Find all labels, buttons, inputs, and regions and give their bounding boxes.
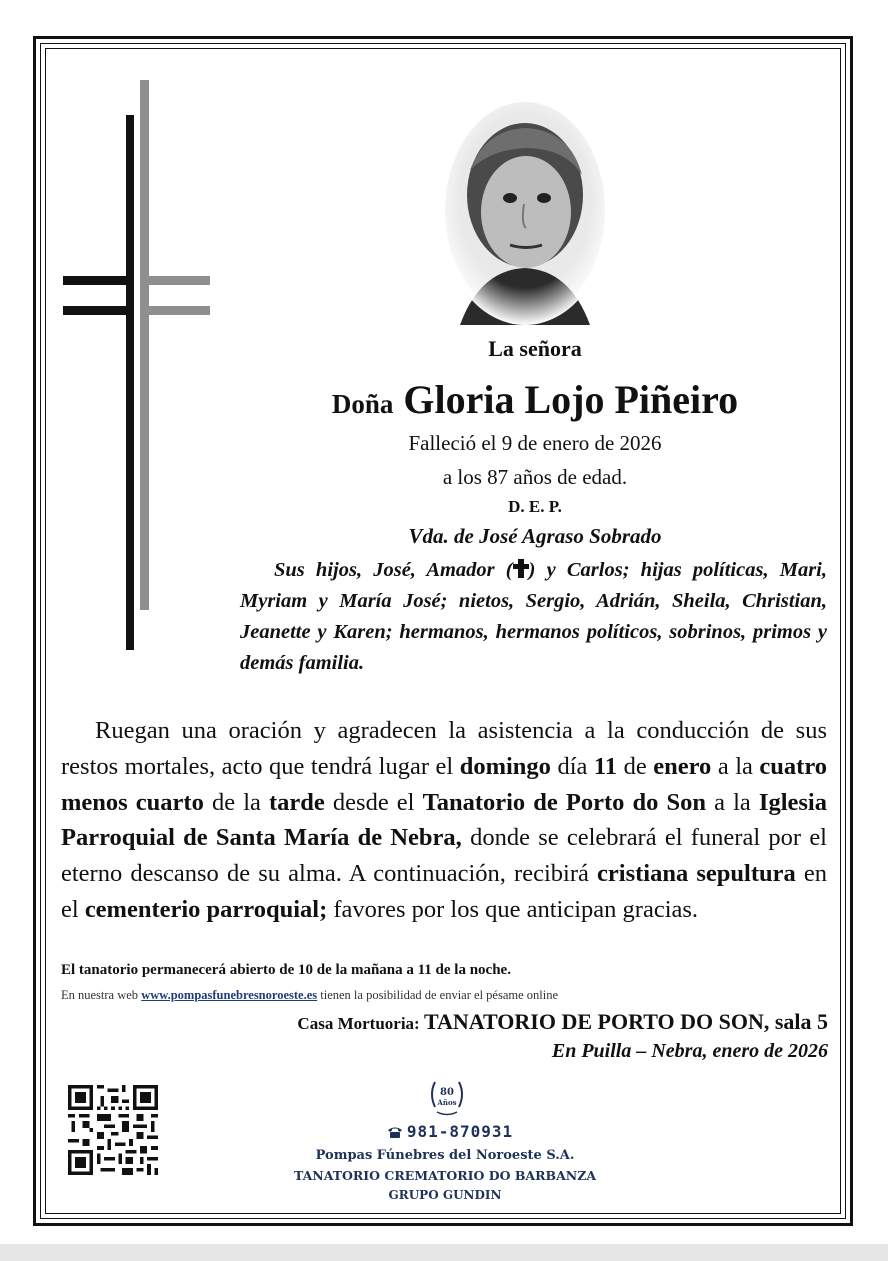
dep-text: D. E. P. xyxy=(508,497,562,516)
web-notice: En nuestra web www.pompasfunebresnoroeste.es tienen la posibilidad de enviar el pésame online xyxy=(61,988,559,1002)
phone-line xyxy=(300,1122,600,1141)
cross-decoration-icon xyxy=(60,80,220,660)
casa-mortuoria: Casa Mortuoria: TANATORIO DE PORTO DO SON, sala 5 xyxy=(297,1009,828,1034)
family-list: Sus hijos, José, Amador ( ) y Carlos; hijas políticas, Mari, Myriam y María José; nietos, Sergio, Adrián, Sheila, Christian, Jeanette y Karen; hermanos, hermanos políticos, sobrinos, primos y demás familia. xyxy=(240,559,827,674)
company-tanatorio: TANATORIO CREMATORIO DO BARBANZA xyxy=(293,1168,597,1183)
badge-text: Años xyxy=(437,1098,457,1107)
anniversary-badge-icon xyxy=(427,1074,467,1118)
intro-text: La señora xyxy=(488,336,582,361)
website-link[interactable]: www.pompasfunebresnoroeste.es xyxy=(141,988,318,1002)
announcement-paragraph: Ruegan una oración y agradecen la asistencia a la conducción de sus restos mortales, acto que tendrá lugar el domingo día 11 de enero a la cuatro menos cuarto de la tarde desde el Tanatorio de Porto do Son a la Iglesia Parroquial de Santa María de Nebra, donde se celebrará el funeral por el eterno descanso de su alma. A continuación, recibirá cristiana sepultura en el cementerio parroquial; favores por los que anticipan gracias. xyxy=(61,717,828,923)
company-group: GRUPO GUNDIN xyxy=(388,1188,502,1202)
widow-text: Vda. de José Agraso Sobrado xyxy=(408,524,662,548)
qr-code[interactable] xyxy=(68,1085,158,1175)
deceased-name xyxy=(240,378,830,426)
name-text: Gloria Lojo Piñeiro xyxy=(403,377,739,422)
phone-number[interactable]: 981-870931 xyxy=(406,1122,514,1141)
age-text: a los 87 años de edad. xyxy=(442,465,628,489)
tanatorio-hours: El tanatorio permanecerá abierto de 10 de la mañana a 11 de la noche. xyxy=(61,962,511,978)
phone-icon xyxy=(387,1126,403,1138)
page-bottom-band xyxy=(0,1244,888,1261)
company-name: Pompas Fúnebres del Noroeste S.A. xyxy=(315,1148,575,1163)
badge-number: 80 xyxy=(440,1087,454,1098)
cross-icon xyxy=(513,559,529,578)
death-date: Falleció el 9 de enero de 2026 xyxy=(408,431,662,455)
honorific: Doña xyxy=(331,389,394,419)
deceased-portrait xyxy=(440,100,610,325)
place-date: En Puilla – Nebra, enero de 2026 xyxy=(551,1040,828,1062)
